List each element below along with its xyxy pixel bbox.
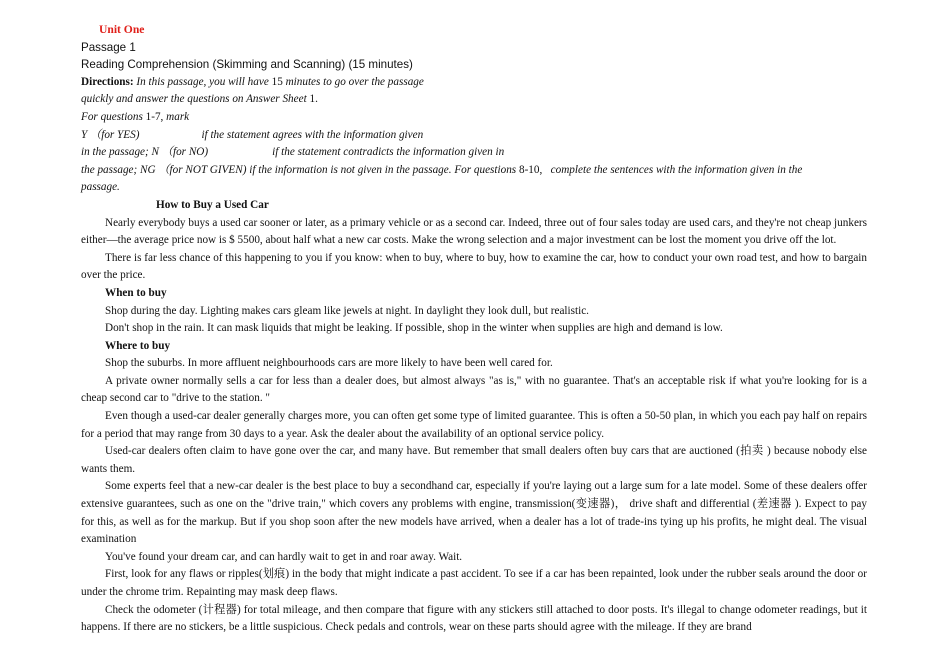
paragraph-7: Even though a used-car dealer generally charges more, you can often get some type of limited guarantee. This is often a 50-50 plan, in which you each pay half on repairs for a period that may range from 30 days to a year. Ask the dealer about the availability of an optional service policy.: [81, 410, 867, 440]
subheading-where-to-buy: Where to buy: [105, 339, 171, 352]
paragraph-4: Don't shop in the rain. It can mask liquids that might be leaking. If possible, shop in the winter when supplies are high and demand is low.: [105, 322, 723, 335]
paragraph-2: There is far less chance of this happening to you if you know: when to buy, where to buy, how to examine the car, how to conduct your own road test, and how to bargain over the price.: [81, 251, 867, 282]
directions-label: Directions:: [81, 75, 134, 88]
paragraph-11: First, look for any flaws or ripples(划痕) in the body that might indicate a past accident. To see if a car has been repainted, look under the rubber seals around the door or under the chrome trim. Repainting may mask deep flaws.: [81, 568, 867, 598]
passage-label: Passage 1: [81, 40, 136, 54]
paragraph-9: Some experts feel that a new-car dealer is the best place to buy a secondhand car, especially if you're laying out a large sum for a late model. Some of these dealers offer extensive guarantees, such as one on the "drive train," which covers any problems with engine, transmission(变速器)， drive shaft and differential (差速器 ). Expect to pay for this, as well as for the markup. But if you shop soon after the new models have arrived, when a dealer has a lot of trade-ins tying up his profits, he might deal. The visual examination: [81, 480, 867, 546]
article-title: How to Buy a Used Car: [156, 198, 269, 211]
directions-line-6: the passage; NG （for NOT GIVEN) if the information is not given in the passage. For questions 8-10, complete the sentences with the information given in the: [81, 163, 803, 176]
directions-line-4: Y （for YES) if the statement agrees with the information given: [81, 128, 424, 141]
paragraph-8: Used-car dealers often claim to have gone over the car, and many have. But remember that small dealers often buy cars that are auctioned (拍卖 ) because nobody else wants them.: [81, 445, 867, 475]
directions-line-1: Directions: In this passage, you will have 15 minutes to go over the passage: [81, 75, 424, 88]
paragraph-5: Shop the suburbs. In more affluent neighbourhoods cars are more likely to have been well cared for.: [105, 357, 553, 370]
directions-line-3: For questions 1-7, mark: [81, 110, 190, 123]
paragraph-12: Check the odometer (计程器) for total mileage, and then compare that figure with any stickers still attached to door posts. It's illegal to change odometer readings, but it happens. If there are no stickers, be a little suspicious. Check pedals and controls, wear on these parts should agree with the mileage. If they are brand: [81, 603, 867, 634]
directions-line-5: in the passage; N （for NO) if the statement contradicts the information given in: [81, 146, 505, 159]
paragraph-10: You've found your dream car, and can hardly wait to get in and roar away. Wait.: [105, 550, 463, 563]
subheading-when-to-buy: When to buy: [105, 286, 167, 299]
paragraph-1: Nearly everybody buys a used car sooner or later, as a primary vehicle or as a second car. Indeed, three out of four sales today are used cars, and they're not cheap junkers either—the average price now is $ 5500, about half what a new car costs. Make the wrong selection and a major investment can be lost the moment you drive off the lot.: [81, 216, 867, 247]
paragraph-6: A private owner normally sells a car for less than a dealer does, but almost always "as is," with no guarantee. That's an acceptable risk if what you're looking for is a cheap second car to "drive to the station. ": [81, 374, 867, 405]
directions-line-7: passage.: [81, 181, 120, 194]
document-page: [81, 21, 867, 637]
section-title: Reading Comprehension (Skimming and Scanning) (15 minutes): [81, 58, 413, 72]
directions-line-2: quickly and answer the questions on Answer Sheet 1.: [81, 93, 318, 106]
unit-title: Unit One: [99, 23, 145, 36]
paragraph-3: Shop during the day. Lighting makes cars gleam like jewels at night. In daylight they look dull, but realistic.: [105, 304, 589, 317]
